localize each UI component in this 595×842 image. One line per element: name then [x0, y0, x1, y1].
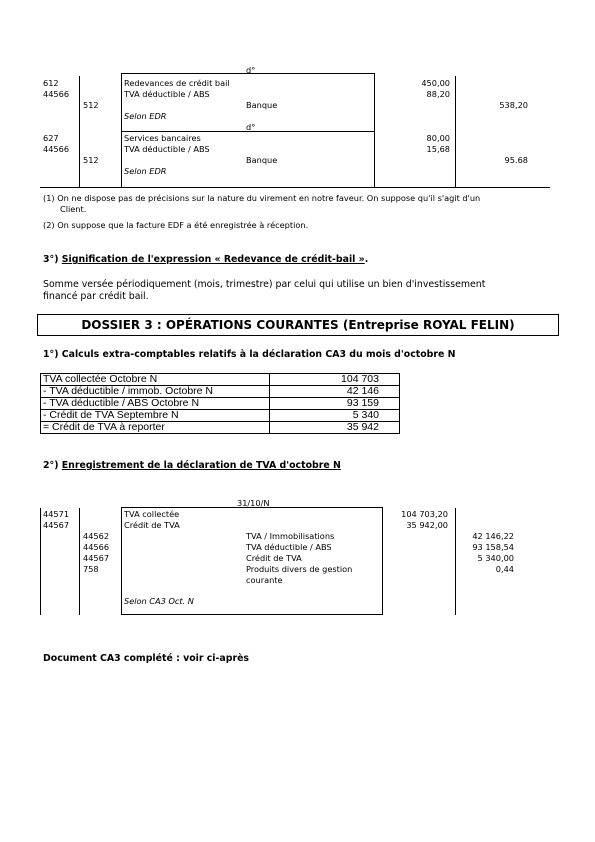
- entry-label: TVA déductible / ABS: [124, 89, 210, 99]
- debit-amount: 35 942,00: [406, 520, 448, 530]
- debit-amount: 88,20: [426, 89, 450, 99]
- debit-account: 44566: [43, 144, 70, 154]
- row-label: - Crédit de TVA Septembre N: [41, 410, 270, 422]
- row-value: 35 942: [270, 422, 400, 434]
- journal2-col-rule: [79, 508, 80, 615]
- debit-account: 44566: [43, 89, 70, 99]
- credit-amount: 5 340,00: [477, 553, 514, 563]
- row-label: - TVA déductible / ABS Octobre N: [41, 398, 270, 410]
- journal2-col-rule: [455, 508, 456, 615]
- entry-label: Services bancaires: [124, 133, 201, 143]
- table-row: [41, 422, 400, 434]
- row-value: 5 340: [270, 410, 400, 422]
- credit-account: 512: [83, 100, 99, 110]
- credit-account: 44567: [83, 553, 110, 563]
- table-row: [41, 398, 400, 410]
- section-number: 3°): [43, 254, 62, 265]
- entry-reference: Selon EDR: [124, 111, 167, 121]
- vat-calc-table: [40, 373, 400, 434]
- entry-label: Crédit de TVA: [124, 520, 180, 530]
- row-label: = Crédit de TVA à reporter: [41, 422, 270, 434]
- definition-line-2: financé par crédit bail.: [43, 291, 149, 302]
- credit-account: 44562: [83, 531, 110, 541]
- ca3-document-note: Document CA3 complété : voir ci-après: [43, 653, 250, 664]
- journal1-col-rule: [374, 73, 375, 187]
- row-label: - TVA déductible / immob. Octobre N: [41, 386, 270, 398]
- section-title: Signification de l'expression « Redevance de crédit-bail »: [61, 254, 365, 265]
- row-label: TVA collectée Octobre N: [41, 374, 270, 386]
- debit-account: 612: [43, 78, 59, 88]
- entry-credit-label: courante: [246, 575, 283, 585]
- entry-date: d°: [246, 65, 256, 75]
- debit-account: 627: [43, 133, 59, 143]
- journal2-bottom-rule: [121, 614, 382, 615]
- table-row: [41, 374, 400, 386]
- credit-account: 512: [83, 155, 99, 165]
- definition-line-1: Somme versée périodiquement (mois, trimestre) par celui qui utilise un bien d'investissement: [43, 279, 486, 290]
- entry-label: TVA collectée: [124, 509, 180, 519]
- debit-amount: 15,68: [426, 144, 450, 154]
- section-number: 2°): [43, 460, 62, 471]
- credit-amount: 42 146,22: [472, 531, 514, 541]
- table-row: [41, 410, 400, 422]
- credit-amount: 0,44: [495, 564, 514, 574]
- footnote-1: (1) On ne dispose pas de précisions sur la nature du virement en notre faveur. On suppose qu'il s'agit d'un: [43, 193, 481, 203]
- credit-account: 758: [83, 564, 99, 574]
- debit-account: 44571: [43, 509, 70, 519]
- dossier-title-box: [37, 314, 559, 336]
- journal1-col-rule: [455, 76, 456, 187]
- entry-reference: Selon EDR: [124, 166, 167, 176]
- entry-date: d°: [246, 122, 256, 132]
- journal1-bottom-rule: [40, 187, 550, 188]
- section-period: .: [364, 254, 369, 265]
- entry-credit-label: Crédit de TVA: [246, 553, 302, 563]
- entry-label: TVA déductible / ABS: [124, 144, 210, 154]
- journal2-col-rule: [382, 507, 383, 615]
- credit-amount: 93 158,54: [472, 542, 514, 552]
- section-title: Enregistrement de la déclaration de TVA d'octobre N: [61, 460, 341, 471]
- table-row: [41, 386, 400, 398]
- entry-reference: Selon CA3 Oct. N: [124, 596, 194, 606]
- credit-account: 44566: [83, 542, 110, 552]
- journal1-col-rule: [121, 73, 122, 187]
- entry-credit-label: TVA déductible / ABS: [246, 542, 332, 552]
- calc-heading: 1°) Calculs extra-comptables relatifs à la déclaration CA3 du mois d'octobre N: [43, 349, 456, 360]
- debit-amount: 450,00: [421, 78, 450, 88]
- journal2-col-rule: [40, 508, 41, 615]
- entry-credit-label: Banque: [246, 100, 278, 110]
- credit-amount: 538,20: [499, 100, 528, 110]
- row-value: 93 159: [270, 398, 400, 410]
- debit-account: 44567: [43, 520, 70, 530]
- section-3-heading: [43, 254, 368, 265]
- entry-date: 31/10/N: [237, 498, 270, 508]
- footnote-1-cont: Client.: [60, 204, 87, 214]
- section-2-heading: [43, 460, 341, 471]
- entry-credit-label: Produits divers de gestion: [246, 564, 353, 574]
- dossier-title: DOSSIER 3 : OPÉRATIONS COURANTES (Entreprise ROYAL FELIN): [81, 318, 515, 332]
- entry-label: Redevances de crédit bail: [124, 78, 230, 88]
- entry-credit-label: Banque: [246, 155, 278, 165]
- entry-credit-label: TVA / Immobilisations: [246, 531, 335, 541]
- row-value: 104 703: [270, 374, 400, 386]
- footnote-2: (2) On suppose que la facture EDF a été enregistrée à réception.: [43, 220, 309, 230]
- row-value: 42 146: [270, 386, 400, 398]
- journal2-col-rule: [121, 507, 122, 615]
- debit-amount: 80,00: [426, 133, 450, 143]
- journal1-col-rule: [79, 76, 80, 187]
- credit-amount: 95.68: [504, 155, 528, 165]
- debit-amount: 104 703,20: [401, 509, 448, 519]
